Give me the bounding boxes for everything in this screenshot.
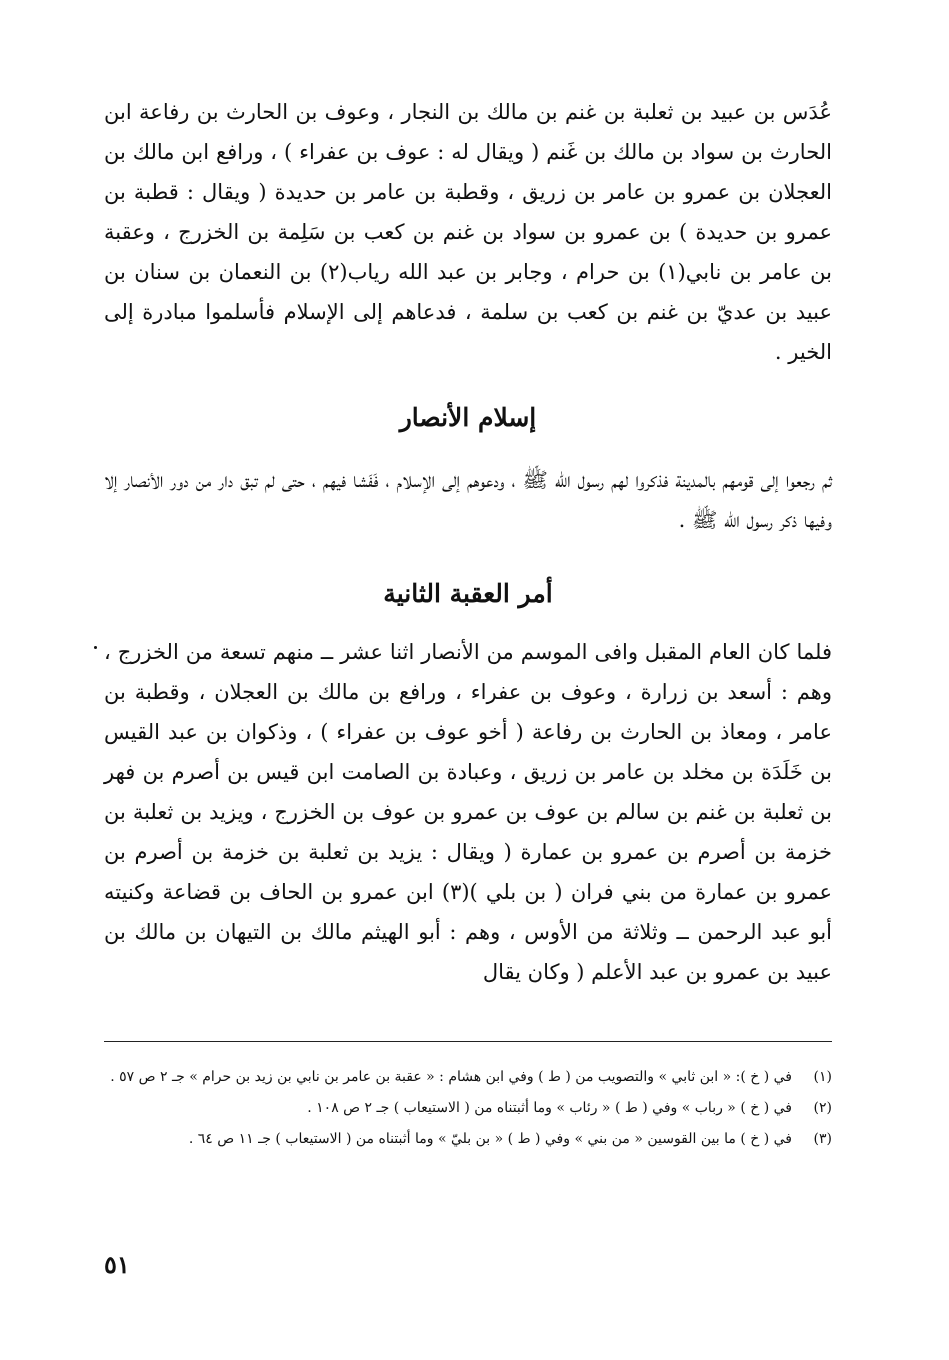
paragraph-1: عُدَس بن عبيد بن ثعلبة بن غنم بن مالك بن النجار ، وعوف بن الحارث بن رفاعة ابن الحارث بن سواد بن مالك بن غَنم ( ويقال له : عوف بن عفراء ) ، ورافع ابن مالك بن العجلان بن عمرو بن عامر بن زريق ، وقطبة بن عامر بن حديدة ( ويقال : قطبة بن عمرو بن حديدة ) بن عمرو بن سواد بن غنم بن كعب بن سَلِمة بن الخزرج ، وعقبة بن عامر بن نابي(١) بن حرام ، وجابر بن عبد الله رياب(٢) بن النعمان بن سنان بن عبيد بن عديّ بن غنم بن كعب بن سلمة ، فدعاهم إلى الإسلام فأسلموا مبادرة إلى الخير . (104, 100, 832, 364)
footnote-number: (١) (813, 1069, 832, 1085)
page-body (104, 92, 832, 992)
footnote-number: (٣) (813, 1131, 832, 1147)
footnote (104, 1095, 832, 1122)
footnote-text: في ( خ ) ما بين القوسين « من بني » وفي ( ط ) « بن بليّ » وما أثبتناه من ( الاستيعاب ) جـ ١١ ص ٦٤ . (188, 1131, 792, 1147)
footnote-number: (٢) (813, 1100, 832, 1116)
section-heading-1: إسلام الأنصار (399, 403, 537, 432)
section-heading-2: أمر العقبة الثانية (383, 579, 553, 608)
paragraph-3: فلما كان العام المقبل وافى الموسم من الأنصار اثنا عشر ــ منهم تسعة من الخزرج ، وهم : أسعد بن زرارة ، وعوف بن عفراء ، ورافع بن مالك بن العجلان ، وقطبة بن عامر ، ومعاذ بن الحارث بن رفاعة ( أخو عوف بن عفراء ) ، وذكوان بن عبد القيس بن خَلَدَة بن مخلد بن عامر بن زريق ، وعبادة بن الصامت ابن قيس بن أصرم بن فهر بن ثعلبة بن غنم بن سالم بن عوف بن عمرو بن عوف بن الخزرج ، ويزيد بن ثعلبة بن خزمة بن أصرم بن عمرو بن عمارة ( ويقال : يزيد بن ثعلبة بن خزمة بن أصرم بن عمرو بن عمارة من بني فران ( بن بلي )(٣) ابن عمرو بن الحاف بن قضاعة وكنيته أبو عبد الرحمن ــ وثلاثة من الأوس ، وهم : أبو الهيثم مالك بن التيهان بن مالك بن عبيد بن عمرو بن عبد الأعلم ( وكان يقال (104, 640, 833, 984)
footnote-text: في ( خ ): « ابن ثابي » والتصويب من ( ط ) وفي ابن هشام : « عقبة بن عامر بن نابي بن زيد بن حرام » جـ ٢ ص ٥٧ . (110, 1069, 792, 1085)
page-number: ٥١ (104, 1250, 130, 1279)
margin-dot (94, 646, 97, 649)
footnote (104, 1064, 832, 1091)
footnote-text: في ( خ ) « رباب » وفي ( ط ) « رئاب » وما أثبتناه من ( الاستيعاب ) جـ ٢ ص ١٠٨ . (307, 1100, 792, 1116)
footnote (104, 1126, 832, 1153)
footnote-divider (104, 1041, 832, 1042)
footnotes (104, 1064, 832, 1157)
paragraph-2: ثم رجعوا إلى قومهم بالمدينة فذكروا لهم رسول الله ﷺ ، ودعوهم إلى الإسلام ، فَفَشا فيهم ، حتى لم تبق دار من دور الأنصار إلا وفيها ذكر رسول الله ﷺ . (104, 468, 832, 532)
